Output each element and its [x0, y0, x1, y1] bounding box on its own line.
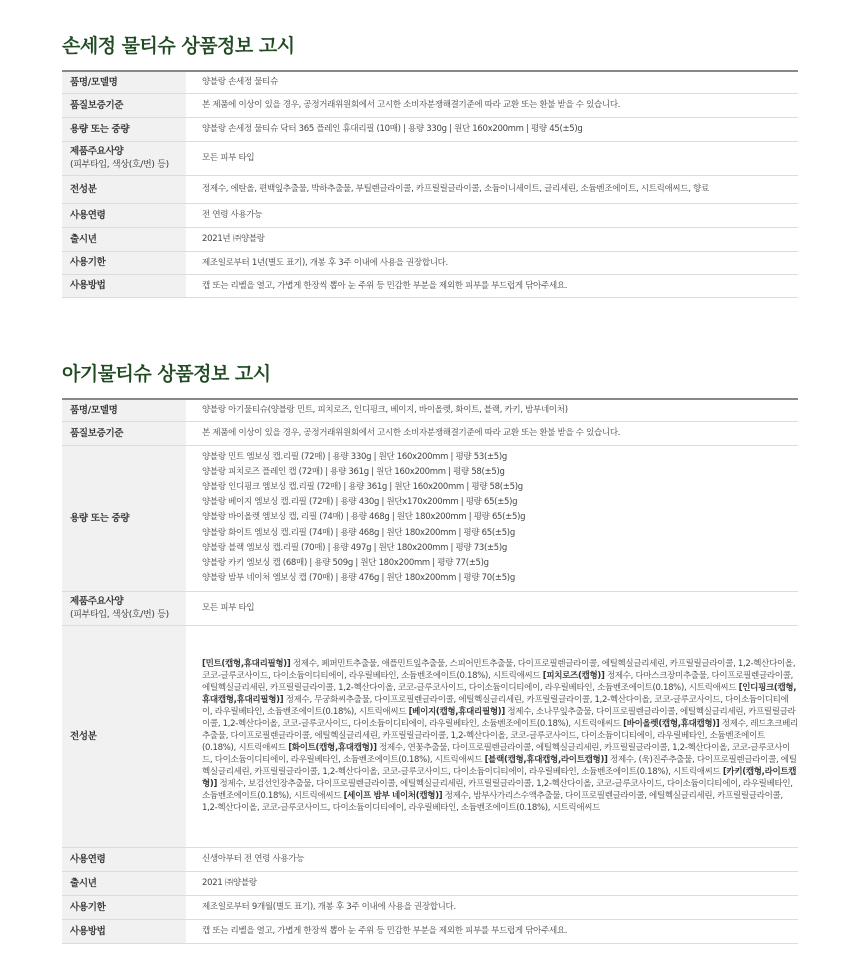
row-value: 2021 ㈜양블랑 [186, 871, 798, 895]
row-label: 사용연령 [62, 203, 186, 227]
ingredient-variant-name: [민트(캡형,휴대리필형)] [202, 659, 291, 669]
capacity-line: 양블랑 밤부 네이처 엠보싱 캡 (70매) | 용량 476g | 원단 180x200mm | 평량 70(±5)g [202, 573, 515, 584]
row-value: 본 제품에 이상이 있을 경우, 공정거래위원회에서 고시한 소비자분쟁해결기준에 따라 교환 또는 환불 받을 수 있습니다. [186, 421, 798, 445]
ingredient-variant-name: [피치로즈(캡형)] [542, 671, 605, 681]
capacity-line: 양블랑 베이지 엠보싱 캡.리필 (72매) | 용량 430g | 원단x170x200mm | 평량 65(±5)g [202, 497, 518, 508]
table-row [62, 274, 798, 297]
row-value [186, 445, 798, 591]
row-label: 사용방법 [62, 919, 186, 943]
table-row [62, 871, 798, 895]
table-row [62, 93, 798, 117]
row-label: 품명/모델명 [62, 71, 186, 93]
row-label-sub: (피부타입, 색상(호/번) 등) [70, 159, 169, 170]
row-label: 사용기한 [62, 895, 186, 919]
capacity-line: 양블랑 피치로즈 플레인 캡 (72매) | 용량 361g | 원단 160x200mm | 평량 58(±5)g [202, 466, 505, 477]
section-title: 아기물티슈 상품정보 고시 [62, 363, 271, 385]
ingredient-list: 정제수, 다마스크장미추출물, 다이프로필렌글라이콜, 에틸헥실글리세린, 카프릴릴글라이콜, 1,2-헥산다이올, 코코-글루코사이드, 다이소듐이디티에이, 라우릴베타인, 소듐벤조에이트(0.18%), 시트릭애씨드 [202, 671, 794, 693]
row-value: 2021년 ㈜양블랑 [186, 227, 798, 251]
row-value: 캡 또는 리벨을 열고, 가볍게 한장씩 뽑아 눈 주위 등 민감한 부분을 제외한 피부를 부드럽게 닦아주세요. [186, 919, 798, 943]
product-info-table [62, 70, 798, 298]
ingredient-list: 정제수, (욱)진주추출물, 다이프로필렌글라이콜, 에틸헥실글리세린, 카프릴릴글라이콜, 1,2-헥산다이올, 코코-글루코사이드, 다이소듐이디티에이, 라우릴베타인, 소듐벤조에이트(0.18%), 시트릭애씨드 [202, 755, 797, 777]
section-hand-wipes [62, 32, 798, 298]
capacity-line: 양블랑 민트 엠보싱 캡.리필 (72매) | 용량 330g | 원단 160x200mm | 평량 53(±5)g [202, 451, 507, 462]
row-label [62, 591, 186, 625]
table-row [62, 251, 798, 274]
capacity-line: 양블랑 블랙 엠보싱 캡.리필 (70매) | 용량 497g | 원단 180x200mm | 평량 73(±5)g [202, 542, 507, 553]
ingredient-variant-name: [베이지(캡형,휴대리필형)] [408, 707, 505, 717]
ingredient-list: 정제수, 페퍼민트추출물, 애플민트잎추출물, 스피어민트추출물, 다이프로필렌글라이콜, 에틸헥실글리세린, 카프릴릴글라이콜, 1,2-헥산다이올, 코코-글루코사이드, 다이소듐이디티에이, 라우릴베타인, 소듐벤조에이트(0.18%), 시트릭애씨드 [202, 659, 796, 681]
table-row [62, 175, 798, 203]
table-row [62, 117, 798, 141]
ingredient-list: 정제수, 밤부사가리스수액추출물, 다이프로필렌글라이콜, 에틸헥실글리세린, 카프릴릴글라이콜, 1,2-헥산다이올, 코코-글루코사이드, 다이소듐이디티에이, 라우릴베타인, 소듐벤조에이트(0.18%), 시트릭애씨드 [202, 791, 783, 813]
row-label: 전성분 [62, 175, 186, 203]
row-value: 신생아부터 전 연령 사용가능 [186, 847, 798, 871]
row-value: 본 제품에 이상이 있을 경우, 공정거래위원회에서 고시한 소비자분쟁해결기준에 따라 교환 또는 환불 받을 수 있습니다. [186, 93, 798, 117]
table-row [62, 227, 798, 251]
ingredient-list: 정제수, 보검선인장추출물, 다이프로필렌글라이콜, 에틸헥실글리세린, 카프릴릴글라이콜, 1,2-헥산다이올, 코코-글루코사이드, 다이소듐이디티에이, 라우릴베타인, 소듐벤조에이트(0.18%), 시트릭애씨드 [202, 779, 793, 801]
ingredient-list: 정제수, 무궁화씨추출물, 다이프로필렌글라이콜, 에틸헥실글리세린, 카프릴릴글라이콜, 1,2-헥산다이올, 코코-글루코사이드, 다이소듐이디티에이, 라우릴베타인, 소듐벤조에이트(0.18%), 시트릭애씨드 [202, 695, 789, 717]
row-label: 용량 또는 중량 [62, 117, 186, 141]
row-label: 사용방법 [62, 274, 186, 297]
capacity-line: 양블랑 바이올렛 엠보싱 캡, 리필 (74매) | 용량 468g | 원단 180x200mm | 평량 65(±5)g [202, 512, 526, 523]
row-label: 사용연령 [62, 847, 186, 871]
row-label: 사용기한 [62, 251, 186, 274]
product-info-table [62, 398, 798, 944]
ingredient-list: 정제수, 소나무잎추출물, 다이프로필렌글라이콜, 에틸헥실글리세린, 카프릴릴글라이콜, 1,2-헥산다이올, 코코-글루코사이드, 다이소듐이디티에이, 라우릴베타인, 소듐벤조에이트(0.18%), 시트릭애씨드 [202, 707, 796, 729]
row-label [62, 141, 186, 175]
row-value: 양블랑 아기물티슈(양블랑 민트, 피치로즈, 인디핑크, 베이지, 바이올렛, 화이트, 블랙, 카키, 밤부네이처) [186, 399, 798, 421]
table-row [62, 141, 798, 175]
ingredient-variant-name: [바이올렛(캡형,휴대캡형)] [623, 719, 720, 729]
row-value: 모든 피부 타입 [186, 141, 798, 175]
capacity-line: 양블랑 화이트 엠보싱 캡.리필 (74매) | 용량 468g | 원단 180x200mm | 평량 65(±5)g [202, 527, 515, 538]
ingredient-variant-name: [카키(캡형,라이트캡형)] [202, 767, 797, 789]
row-label: 출시년 [62, 871, 186, 895]
table-row [62, 445, 798, 591]
row-value: 캡 또는 리벨을 열고, 가볍게 한장씩 뽑아 눈 주위 등 민감한 부분을 제외한 피부를 부드럽게 닦아주세요. [186, 274, 798, 297]
ingredient-variant-name: [화이트(캡형,휴대캡형)] [288, 743, 377, 753]
section-baby-wipes [62, 360, 798, 944]
row-label-main: 제품주요사양 [70, 145, 124, 157]
row-label: 품질보증기준 [62, 421, 186, 445]
ingredient-variant-name: [세이프 밤부 네이처(캡형)] [343, 791, 443, 801]
row-value: 양블랑 손세정 물티슈 [186, 71, 798, 93]
row-value: 양블랑 손세정 물티슈 닥터 365 플레인 휴대리필 (10매) | 용량 330g | 원단 160x200mm | 평량 45(±5)g [186, 117, 798, 141]
table-row [62, 625, 798, 847]
table-row [62, 71, 798, 93]
ingredient-list: 정제수, 레드초크베리추출물, 다이프로필렌글라이콜, 에틸헥실글리세린, 카프릴릴글라이콜, 1,2-헥산다이올, 코코-글루코사이드, 다이소듐이디티에이, 라우릴베타인, 소듐벤조에이트(0.18%), 시트릭애씨드 [202, 719, 798, 753]
ingredient-variant-name: [인디핑크(캡형,휴대캡형,휴대리필형)] [202, 683, 797, 705]
row-value: 모든 피부 타입 [186, 591, 798, 625]
row-label-sub: (피부타입, 색상(호/번) 등) [70, 609, 169, 620]
ingredient-variant-name: [블랙(캡형,휴대캡형,라이트캡형)] [484, 755, 608, 765]
table-row [62, 591, 798, 625]
row-label: 용량 또는 중량 [62, 445, 186, 591]
row-label: 전성분 [62, 625, 186, 847]
row-value: 제조일로부터 9개월(별도 표기), 개봉 후 3주 이내에 사용을 권장합니다. [186, 895, 798, 919]
row-value: 제조일로부터 1년(별도 표기), 개봉 후 3주 이내에 사용을 권장합니다. [186, 251, 798, 274]
row-label-main: 제품주요사양 [70, 595, 124, 607]
table-row [62, 895, 798, 919]
row-value: 전 연령 사용가능 [186, 203, 798, 227]
table-row [62, 847, 798, 871]
row-value: 정제수, 에탄올, 편백잎추출물, 박하추출물, 부틸렌글라이콜, 카프릴릴글라이콜, 소듐이니세이트, 글리세린, 소듐벤조에이트, 시트릭애씨드, 향료 [186, 175, 798, 203]
ingredient-list: 정제수, 연꽃추출물, 다이프로필렌글라이콜, 에틸헥실글리세린, 카프릴릴글라이콜, 1,2-헥산다이올, 코코-글루코사이드, 다이소듐이디티에이, 라우릴베타인, 소듐벤조에이트(0.18%), 시트릭애씨드 [202, 743, 790, 765]
capacity-line: 양블랑 카키 엠보싱 캡 (68매) | 용량 509g | 원단 180x200mm | 평량 77(±5)g [202, 557, 489, 568]
row-label: 품질보증기준 [62, 93, 186, 117]
table-row [62, 421, 798, 445]
ingredients-text [186, 625, 798, 847]
capacity-line: 양블랑 인디핑크 엠보싱 캡.리필 (72매) | 용량 361g | 원단 160x200mm | 평량 58(±5)g [202, 482, 523, 493]
table-row [62, 203, 798, 227]
table-row [62, 399, 798, 421]
row-label: 출시년 [62, 227, 186, 251]
section-title: 손세정 물티슈 상품정보 고시 [62, 35, 295, 57]
row-label: 품명/모델명 [62, 399, 186, 421]
table-row [62, 919, 798, 943]
